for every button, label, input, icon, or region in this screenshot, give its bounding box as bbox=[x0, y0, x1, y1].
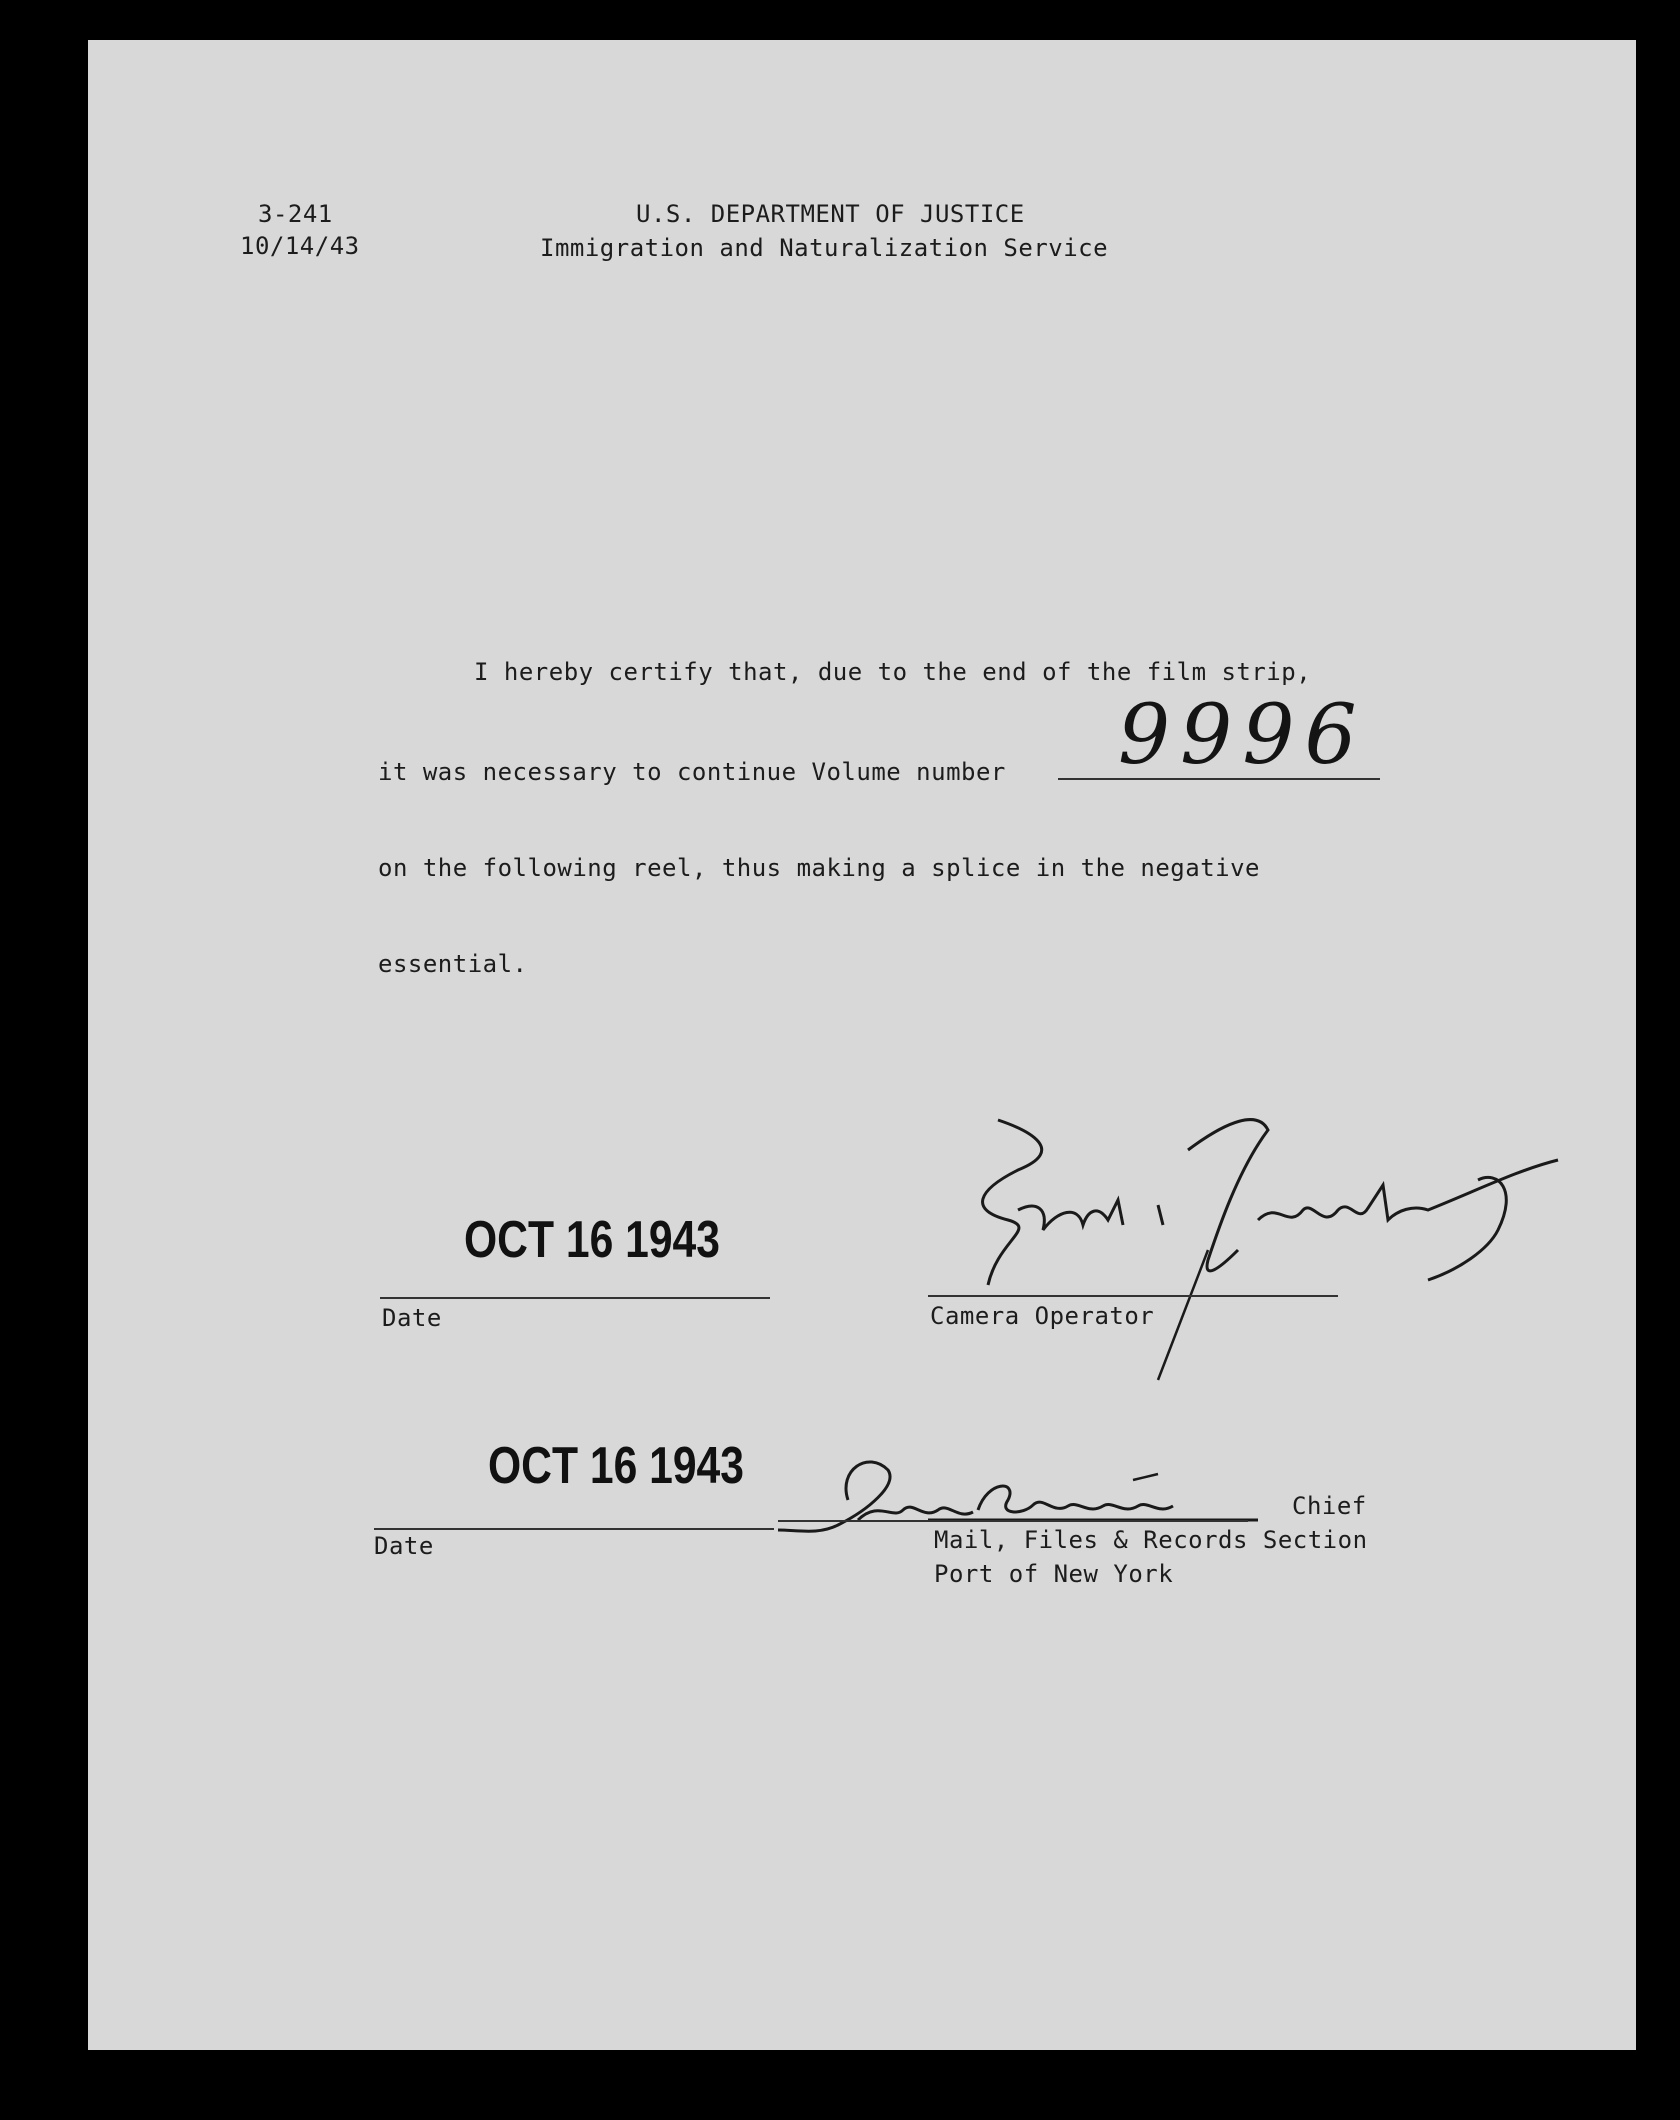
chief-title: Chief bbox=[1292, 1492, 1367, 1520]
certify-line-2: it was necessary to continue Volume number bbox=[378, 758, 1006, 786]
camera-operator-line bbox=[928, 1295, 1338, 1297]
camera-operator-signature bbox=[958, 1110, 1658, 1390]
form-date: 10/14/43 bbox=[240, 232, 360, 260]
camera-date-line bbox=[380, 1297, 770, 1299]
chief-date-label: Date bbox=[374, 1532, 434, 1560]
chief-signature-line bbox=[778, 1520, 1248, 1522]
chief-date-stamp: OCT 16 1943 bbox=[488, 1437, 744, 1495]
certify-line-4: essential. bbox=[378, 950, 528, 978]
form-number: 3-241 bbox=[258, 200, 333, 228]
camera-date-label: Date bbox=[382, 1304, 442, 1332]
camera-date-stamp: OCT 16 1943 bbox=[464, 1211, 720, 1269]
certify-line-3: on the following reel, thus making a splice in the negative bbox=[378, 854, 1261, 882]
chief-section-title: Mail, Files & Records Section bbox=[934, 1526, 1368, 1554]
chief-signature bbox=[778, 1430, 1298, 1580]
volume-number-handwritten: 9996 bbox=[1118, 688, 1367, 783]
document-page bbox=[88, 40, 1636, 2050]
chief-port-title: Port of New York bbox=[934, 1560, 1174, 1588]
certify-line-1: I hereby certify that, due to the end of the film strip, bbox=[474, 658, 1312, 686]
camera-operator-label: Camera Operator bbox=[930, 1302, 1155, 1330]
department-heading: U.S. DEPARTMENT OF JUSTICE bbox=[636, 200, 1025, 228]
service-heading: Immigration and Naturalization Service bbox=[540, 234, 1109, 262]
chief-date-line bbox=[374, 1528, 774, 1530]
